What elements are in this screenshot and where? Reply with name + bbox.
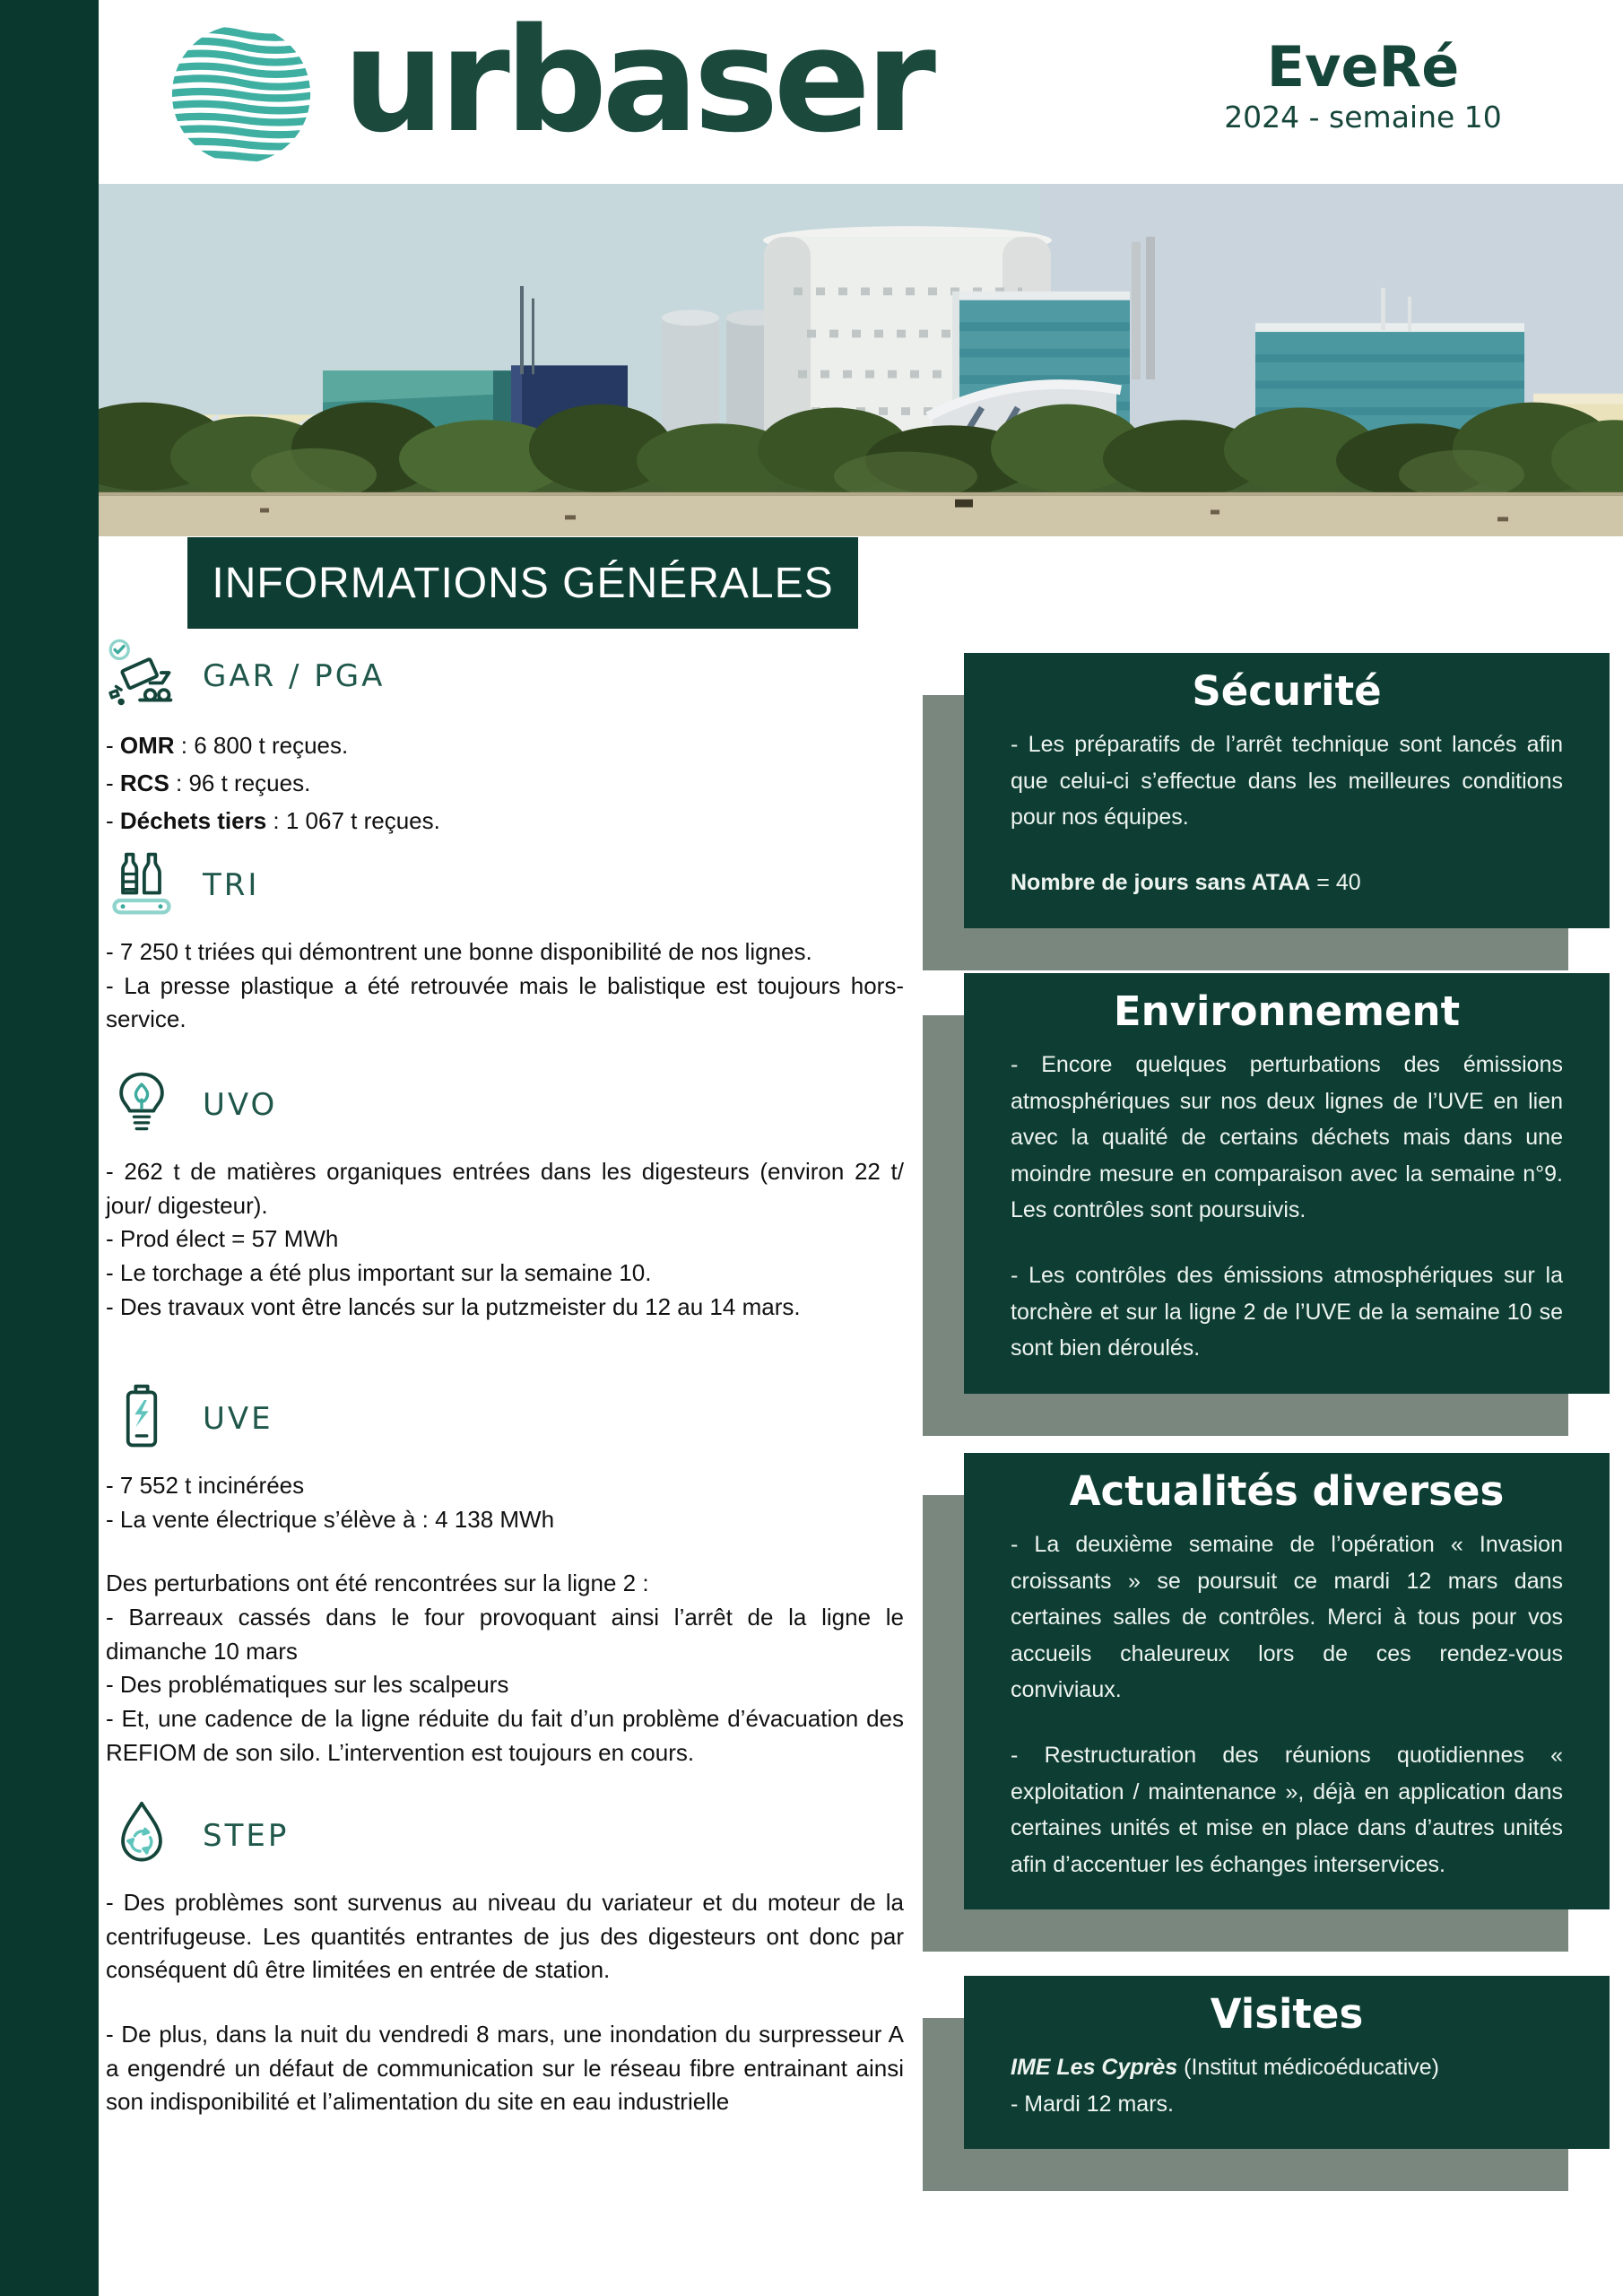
left-accent-bar <box>0 0 99 2296</box>
dump-truck-icon <box>106 639 178 714</box>
section-uve <box>106 1381 904 1770</box>
newsletter-title: EveRé <box>1266 34 1460 100</box>
box-title: Actualités diverses <box>1069 1467 1505 1515</box>
section-title: STEP <box>203 1818 290 1854</box>
actualites-paragraph: - Restructuration des réunions quotidiennes « exploitation / maintenance », déjà en application dans certaines unités et mise en place dans d’autres unités afin d’accentuer les échanges interservices. <box>1011 1743 1563 1877</box>
uve-paragraph: - Barreaux cassés dans le four provoquant ainsi l’arrêt de la ligne le dimanche 10 mars <box>106 1603 904 1665</box>
section-title: GAR / PGA <box>203 658 386 694</box>
box-title: Visites <box>1210 1990 1364 2038</box>
uvo-paragraph: - Prod élect = 57 MWh <box>106 1225 339 1253</box>
bottles-conveyor-icon <box>106 848 178 923</box>
section-uvo <box>106 1067 904 1324</box>
environnement-paragraph: - Encore quelques perturbations des émissions atmosphériques sur nos deux lignes de l’UVE en lien avec la qualité de certains déchets mais dans une moindre mesure en comparaison avec la semaine n°9. Les contrôles sont poursuivis. <box>1011 1052 1563 1222</box>
uve-paragraph: - La vente électrique s’élève à : 4 138 MWh <box>106 1505 555 1533</box>
box-environnement <box>964 973 1610 1394</box>
tri-paragraph: - La presse plastique a été retrouvée mais le balistique est toujours hors-service. <box>106 971 904 1033</box>
section-title: TRI <box>203 867 260 903</box>
box-securite <box>964 653 1610 928</box>
visites-date: - Mardi 12 mars. <box>1011 2091 1174 2117</box>
actualites-paragraph: - La deuxième semaine de l’opération « Invasion croissants » se poursuit ce mardi 12 mars dans certaines salles de contrôles. Merci à tous pour vos accueils chaleureux lors de ces rendez-vous conviviaux. <box>1011 1532 1563 1702</box>
issue-block <box>1166 36 1560 135</box>
uvo-paragraph: - 262 t de matières organiques entrées dans les digesteurs (environ 22 t/ jour/ digesteur). <box>106 1158 904 1219</box>
section-title: UVE <box>203 1401 273 1437</box>
uvo-paragraph: - Le torchage a été plus important sur la semaine 10. <box>106 1259 652 1287</box>
box-title: Sécurité <box>1192 667 1382 715</box>
uve-paragraph: - Des problématiques sur les scalpeurs <box>106 1671 509 1699</box>
visites-lead: IME Les Cyprès (Institut médicoéducative) <box>1011 2055 1439 2080</box>
box-title: Environnement <box>1113 987 1461 1035</box>
section-banner-title: INFORMATIONS GÉNÉRALES <box>212 559 834 607</box>
tri-paragraph: - 7 250 t triées qui démontrent une bonne disponibilité de nos lignes. <box>106 938 812 965</box>
step-paragraph: - Des problèmes sont survenus au niveau du variateur et du moteur de la centrifugeuse. Les quantités entrantes de jus des digesteurs ont donc par conséquent dû être limitées en entrée de station. <box>106 1889 904 1984</box>
battery-icon <box>106 1381 178 1457</box>
lightbulb-icon <box>106 1067 178 1143</box>
brand-wordmark: urbaser <box>343 0 931 164</box>
gar-line-omr: - OMR : 6 800 t reçues. <box>106 732 349 759</box>
environnement-paragraph: - Les contrôles des émissions atmosphériques sur la torchère et sur la ligne 2 de l’UVE de la semaine 10 se sont bien déroulés. <box>1011 1263 1563 1361</box>
securite-paragraph: - Les préparatifs de l’arrêt technique sont lancés afin que celui-ci s’effectue dans les meilleures conditions pour nos équipes. <box>1011 732 1563 830</box>
uve-paragraph: - 7 552 t incinérées <box>106 1472 305 1499</box>
facility-photo <box>99 184 1623 536</box>
section-gar-pga <box>106 639 904 839</box>
section-tri <box>106 848 904 1037</box>
box-visites <box>964 1976 1610 2149</box>
box-actualites <box>964 1453 1610 1909</box>
uvo-paragraph: - Des travaux vont être lancés sur la putzmeister du 12 au 14 mars. <box>106 1292 801 1320</box>
step-paragraph: - De plus, dans la nuit du vendredi 8 mars, une inondation du surpresseur A a engendré un défaut de communication sur le réseau fibre entrainant ainsi son indisponibilité et l’alimentation du site en eau industrielle <box>106 2020 904 2116</box>
gar-line-dechets: - Déchets tiers : 1 067 t reçues. <box>106 807 440 835</box>
securite-stat: Nombre de jours sans ATAA = 40 <box>1011 870 1361 895</box>
uve-paragraph: - Et, une cadence de la ligne réduite du fait d’un problème d’évacuation des REFIOM de son silo. L’intervention est toujours en cours. <box>106 1704 904 1766</box>
section-title: UVO <box>203 1087 278 1123</box>
urbaser-logo-icon <box>167 20 316 169</box>
section-banner <box>187 537 858 629</box>
newsletter-edition: 2024 - semaine 10 <box>1224 100 1502 135</box>
waterdrop-recycle-icon <box>106 1798 178 1874</box>
section-step <box>106 1798 904 2119</box>
uve-paragraph: Des perturbations ont été rencontrées sur la ligne 2 : <box>106 1570 649 1597</box>
gar-line-rcs: - RCS : 96 t reçues. <box>106 770 311 797</box>
